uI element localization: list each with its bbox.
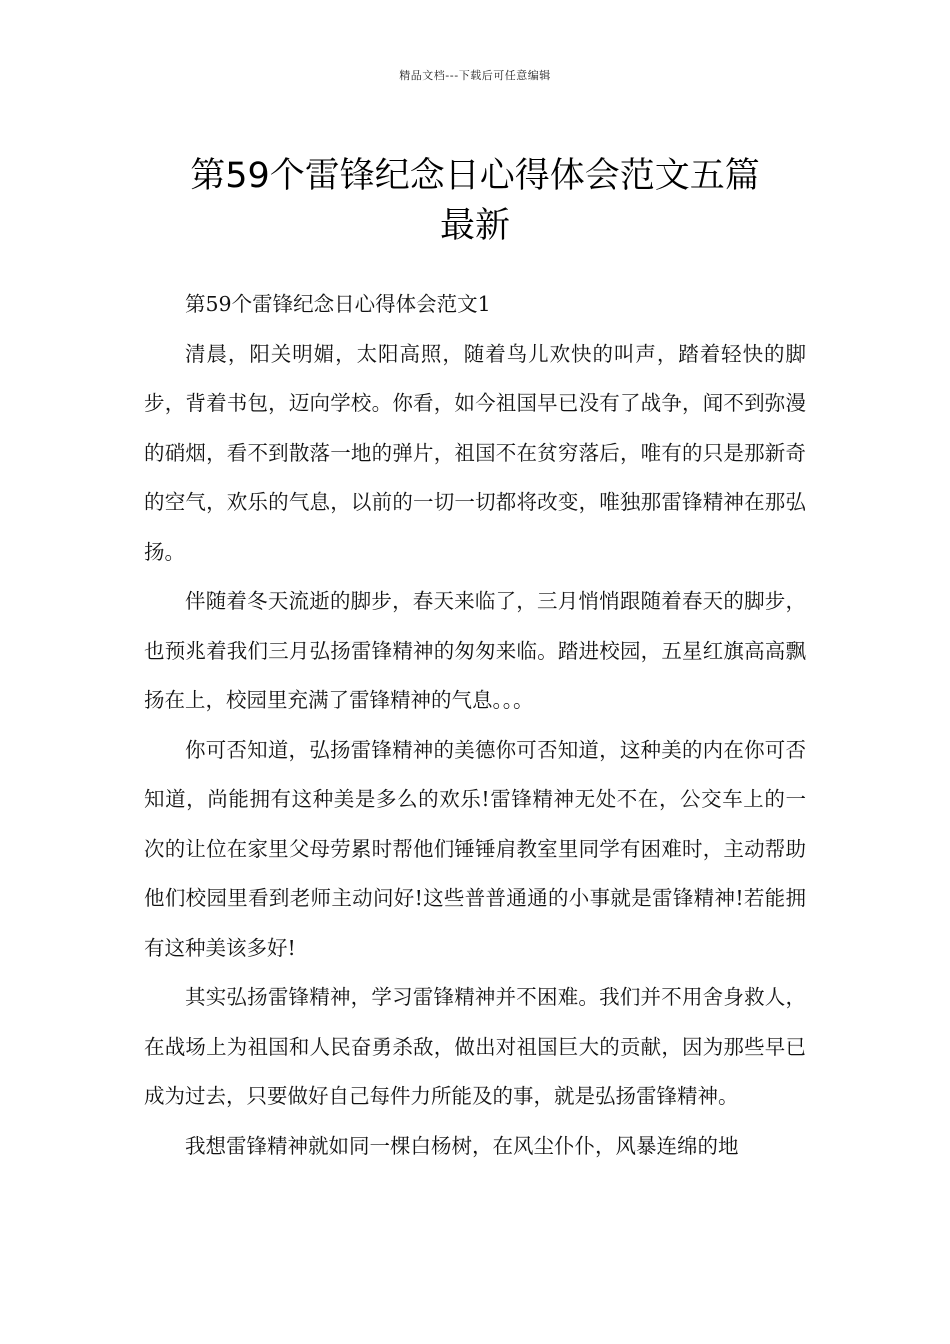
paragraph: 我想雷锋精神就如同一棵白杨树，在风尘仆仆，风暴连绵的地 (185, 1133, 739, 1158)
paragraph: 其实弘扬雷锋精神，学习雷锋精神并不困难。我们并不用舍身救人，在战场上为祖国和人民奋勇杀敌，做出对祖国巨大的贡献，因为那些早已成为过去，只要做好自己每件力所能及的事，就是弘扬雷锋精神。 (144, 985, 806, 1108)
paragraph: 清晨，阳关明媚，太阳高照，随着鸟儿欢快的叫声，踏着轻快的脚步，背着书包，迈向学校。你看，如今祖国早已没有了战争，闻不到弥漫的硝烟，看不到散落一地的弹片，祖国不在贫穷落后，唯有的只是那新奇的空气，欢乐的气息，以前的一切一切都将改变，唯独那雷锋精神在那弘扬。 (144, 341, 806, 564)
title-line-1: 第59个雷锋纪念日心得体会范文五篇 (190, 156, 760, 197)
header-note: 精品文档---下载后可任意编辑 (399, 69, 551, 82)
document-body (144, 280, 806, 1171)
document-title (150, 151, 800, 251)
paragraph: 伴随着冬天流逝的脚步，春天来临了，三月悄悄跟随着春天的脚步，也预兆着我们三月弘扬雷锋精神的匆匆来临。踏进校园，五星红旗高高飘扬在上，校园里充满了雷锋精神的气息。。。 (144, 589, 806, 712)
section-heading: 第59个雷锋纪念日心得体会范文1 (185, 292, 491, 316)
paragraph: 你可否知道，弘扬雷锋精神的美德你可否知道，这种美的内在你可否知道，尚能拥有这种美是多么的欢乐!雷锋精神无处不在，公交车上的一次的让位在家里父母劳累时帮他们锤锤肩教室里同学有困难时，主动帮助他们校园里看到老师主动问好!这些普普通通的小事就是雷锋精神!若能拥有这种美该多好! (144, 737, 806, 960)
title-line-2: 最新 (439, 206, 510, 247)
